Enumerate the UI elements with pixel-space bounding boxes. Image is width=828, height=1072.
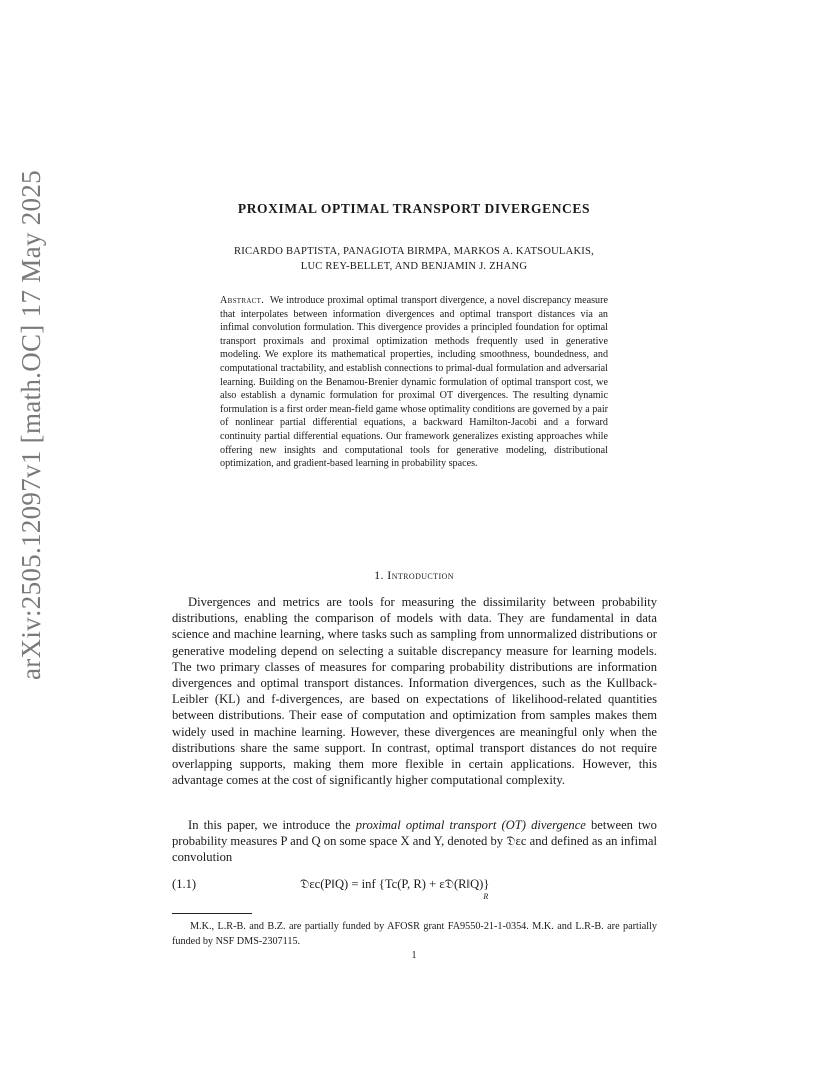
abstract [220, 294, 608, 471]
equation-body [300, 877, 494, 901]
equation-number: (1.1) [172, 877, 197, 891]
section-heading: 1. Introduction [374, 568, 454, 582]
authors-line-2: LUC REY-BELLET, AND BENJAMIN J. ZHANG [300, 261, 528, 272]
footnote-rule [172, 913, 252, 914]
para2-emphasis: proximal optimal transport (OT) divergence [355, 818, 586, 832]
intro-paragraph-2 [172, 817, 657, 866]
abstract-label: Abstract. [220, 295, 265, 306]
equation-subscript: R [483, 892, 489, 901]
paper-title: PROXIMAL OPTIMAL TRANSPORT DIVERGENCES [237, 201, 591, 216]
para2-post: between two probability measures P and Q on some space X and Y, denoted by 𝔇εc and defined as an infimal convolution [172, 818, 657, 865]
abstract-text: We introduce proximal optimal transport divergence, a novel discrepancy measure that interpolates between information divergences and optimal transport distances via an infimal convolution formulation. This divergence provides a principled foundation for optimal transport proximals and proximal optimization methods frequently used in generative modeling. We explore its mathematical properties, including smoothness, boundedness, and computational tractability, and establish connections to primal-dual formulation and adversarial learning. Building on the Benamou-Brenier dynamic formulation of optimal transport cost, we also establish a dynamic formulation for proximal OT divergences. The resulting dynamic formulation is a first order mean-field game whose optimality conditions are governed by a pair of nonlinear partial differential equations, a backward Hamilton-Jacobi and a forward continuity partial differential equations. Our framework generalizes existing approaches while offering new insights and computational tools for generative modeling, distributional optimization, and gradient-based learning in probability spaces. [220, 295, 609, 470]
author-list [172, 244, 656, 274]
intro-paragraph-1: Divergences and metrics are tools for measuring the dissimilarity between probability distributions, enabling the comparison of models with data. They are fundamental in data science and machine learning, where tasks such as sampling from unnormalized distributions or generative modeling depend on selecting a suitable discrepancy measure for learning models. The two primary classes of measures for comparing probability distributions are information divergences and optimal transport distances. Information divergences, such as the Kullback-Leibler (KL) and f-divergences, are based on expectations of likelihood-related quantities between distributions. Their ease of computation and optimization from samples makes them widely used in machine learning. However, these divergences are meaningful only when the distributions share the same support. In contrast, optimal transport distances do not require overlapping supports, making them more flexible in certain applications. However, this advantage comes at the cost of significantly higher computational complexity. [172, 595, 657, 788]
equation-text: 𝔇εc(P‖Q) = inf {Tc(P, R) + ε𝔇(R‖Q)} [300, 877, 490, 891]
authors-line-1: RICARDO BAPTISTA, PANAGIOTA BIRMPA, MARKOS A. KATSOULAKIS, [234, 246, 594, 257]
footnote: M.K., L.R-B. and B.Z. are partially funded by AFOSR grant FA9550-21-1-0354. M.K. and L.R-B. are partially funded by NSF DMS-2307115. [172, 921, 657, 947]
page-number: 1 [411, 950, 417, 961]
equation-1-1 [172, 876, 657, 906]
para2-pre: In this paper, we introduce the [188, 818, 356, 832]
arxiv-stamp: arXiv:2505.12097v1 [math.OC] 17 May 2025 [16, 170, 46, 680]
